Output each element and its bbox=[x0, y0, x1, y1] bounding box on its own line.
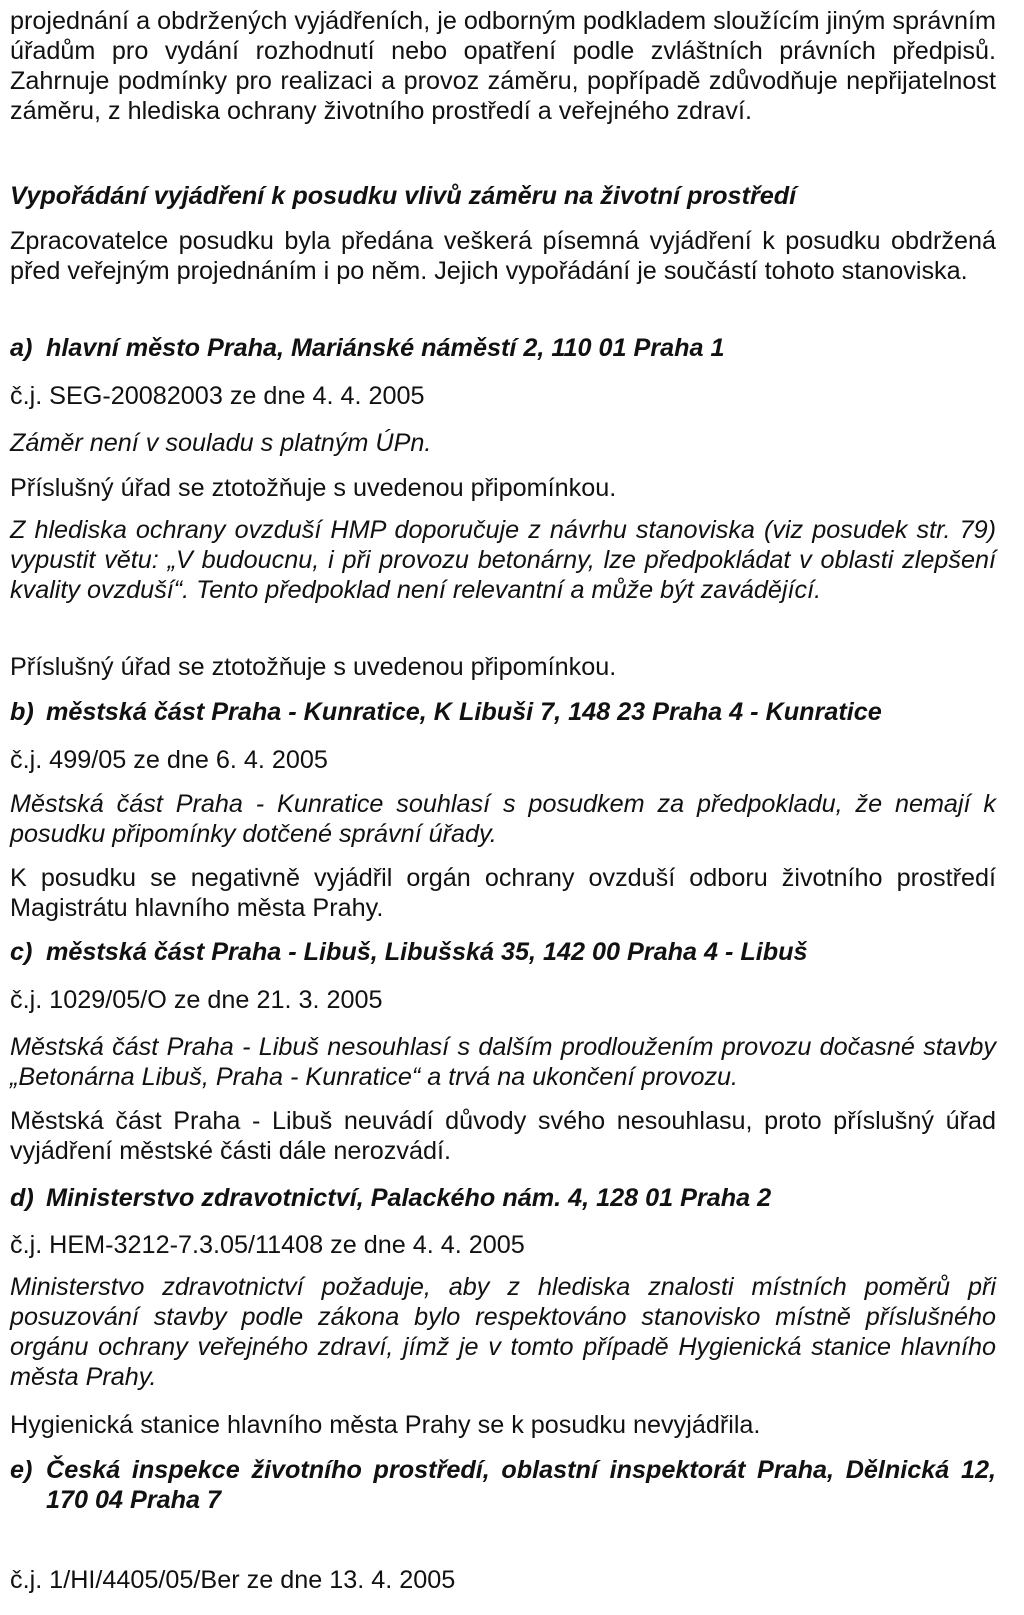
item-d-title: Ministerstvo zdravotnictví, Palackého nám. 4, 128 01 Praha 2 bbox=[46, 1184, 772, 1212]
item-d-heading bbox=[10, 1183, 996, 1213]
item-a-para-1: Záměr není v souladu s platným ÚPn. bbox=[10, 429, 432, 457]
intro-paragraph: projednání a obdržených vyjádřeních, je odborným podkladem sloužícím jiným správním úřadům pro vydání rozhodnutí nebo opatření podle zvláštních právních předpisů. Zahrnuje podmínky pro realizaci a provoz záměru, popřípadě zdůvodňuje nepřijatelnost záměru, z hlediska ochrany životního prostředí a veřejného zdraví. bbox=[10, 7, 996, 125]
item-d-letter: d) bbox=[10, 1184, 34, 1212]
item-c-para-2: Městská část Praha - Libuš neuvádí důvody svého nesouhlasu, proto příslušný úřad vyjádření městské části dále nerozvádí. bbox=[10, 1107, 996, 1165]
item-c-ref: č.j. 1029/05/O ze dne 21. 3. 2005 bbox=[10, 986, 383, 1014]
item-c-heading bbox=[10, 937, 996, 967]
item-e-ref: č.j. 1/HI/4405/05/Ber ze dne 13. 4. 2005 bbox=[10, 1566, 456, 1594]
item-d-para-2: Hygienická stanice hlavního města Prahy se k posudku nevyjádřila. bbox=[10, 1411, 761, 1439]
item-e-letter: e) bbox=[10, 1456, 33, 1484]
item-a-para-4: Příslušný úřad se ztotožňuje s uvedenou připomínkou. bbox=[10, 653, 617, 681]
item-a-ref: č.j. SEG-20082003 ze dne 4. 4. 2005 bbox=[10, 382, 425, 410]
item-d-ref: č.j. HEM-3212-7.3.05/11408 ze dne 4. 4. 2005 bbox=[10, 1231, 525, 1259]
item-b-para-2: K posudku se negativně vyjádřil orgán ochrany ovzduší odboru životního prostředí Magistrátu hlavního města Prahy. bbox=[10, 864, 996, 922]
item-b-letter: b) bbox=[10, 698, 34, 726]
item-c-letter: c) bbox=[10, 938, 33, 966]
item-e-heading bbox=[10, 1455, 996, 1515]
item-a-para-3: Z hlediska ochrany ovzduší HMP doporučuje z návrhu stanoviska (viz posudek str. 79) vypustit větu: „V budoucnu, i při provozu betonárny, lze předpokládat v oblasti zlepšení kvality ovzduší“. Tento předpoklad není relevantní a může být zavádějící. bbox=[10, 516, 996, 604]
item-a-letter: a) bbox=[10, 334, 33, 362]
item-c-para-1: Městská část Praha - Libuš nesouhlasí s dalším prodloužením provozu dočasné stavby „Betonárna Libuš, Praha - Kunratice“ a trvá na ukončení provozu. bbox=[10, 1033, 996, 1091]
item-b-title: městská část Praha - Kunratice, K Libuši 7, 148 23 Praha 4 - Kunratice bbox=[46, 698, 882, 726]
item-b-heading bbox=[10, 697, 996, 727]
section-heading: Vypořádání vyjádření k posudku vlivů záměru na životní prostředí bbox=[10, 182, 797, 210]
item-b-ref: č.j. 499/05 ze dne 6. 4. 2005 bbox=[10, 746, 328, 774]
section-intro: Zpracovatelce posudku byla předána veškerá písemná vyjádření k posudku obdržená před veřejným projednáním i po něm. Jejich vypořádání je součástí tohoto stanoviska. bbox=[10, 227, 996, 285]
item-a-heading bbox=[10, 333, 996, 363]
item-c-title: městská část Praha - Libuš, Libušská 35, 142 00 Praha 4 - Libuš bbox=[46, 938, 808, 966]
item-a-title: hlavní město Praha, Mariánské náměstí 2, 110 01 Praha 1 bbox=[46, 334, 725, 362]
item-d-para-1: Ministerstvo zdravotnictví požaduje, aby z hlediska znalosti místních poměrů při posuzování stavby podle zákona bylo respektováno stanovisko místně příslušného orgánu ochrany veřejného zdraví, jímž je v tomto případě Hygienická stanice hlavního města Prahy. bbox=[10, 1273, 996, 1391]
item-a-para-2: Příslušný úřad se ztotožňuje s uvedenou připomínkou. bbox=[10, 474, 617, 502]
item-b-para-1: Městská část Praha - Kunratice souhlasí s posudkem za předpokladu, že nemají k posudku připomínky dotčené správní úřady. bbox=[10, 790, 996, 848]
item-e-title: Česká inspekce životního prostředí, oblastní inspektorát Praha, Dělnická 12, 170 04 Praha 7 bbox=[46, 1456, 996, 1514]
